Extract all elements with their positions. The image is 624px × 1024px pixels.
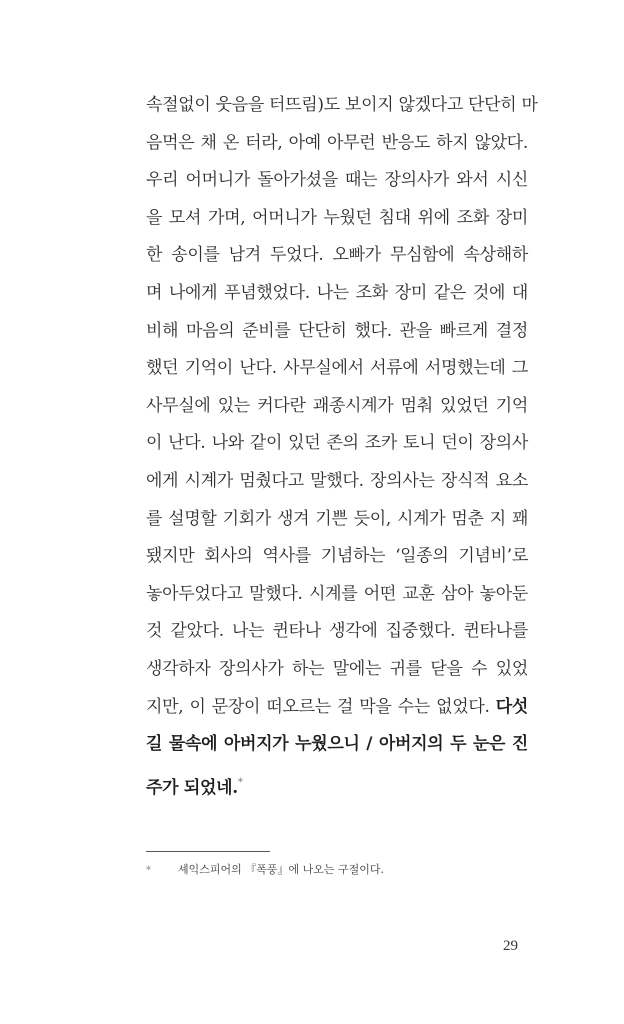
- body-line: 한 송이를 남겨 두었다. 오빠가 무심함에 속상해하: [146, 245, 528, 266]
- body-text: [146, 87, 538, 801]
- footnote-reference-marker[interactable]: *: [237, 776, 243, 788]
- body-line: 생각하자 장의사가 하는 말에는 귀를 닫을 수 있었: [146, 658, 528, 679]
- body-line: 음먹은 채 온 터라, 아예 아무런 반응도 하지 않았다.: [146, 132, 528, 153]
- body-line: 사무실에 있는 커다란 괘종시계가 멈춰 있었던 기억: [146, 395, 528, 416]
- body-line: 놓아두었다고 말했다. 시계를 어떤 교훈 삼아 놓아둔: [146, 583, 528, 604]
- body-line: 했던 기억이 난다. 사무실에서 서류에 서명했는데 그: [146, 358, 528, 379]
- footnote: [146, 861, 384, 880]
- body-line: 를 설명할 기회가 생겨 기쁜 듯이, 시계가 멈춘 지 꽤: [146, 508, 528, 529]
- footnote-marker: *: [146, 865, 151, 876]
- body-line: 비해 마음의 준비를 단단히 했다. 관을 빠르게 결정: [146, 320, 528, 341]
- body-line: 것 같았다. 나는 퀸타나 생각에 집중했다. 퀸타나를: [146, 621, 528, 642]
- quote-bold-line: 길 물속에 아버지가 누웠으니 / 아버지의 두 눈은 진: [146, 734, 528, 755]
- footnote-divider: [146, 851, 270, 852]
- quote-bold-start: 다섯: [495, 696, 528, 717]
- body-line: 우리 어머니가 돌아가셨을 때는 장의사가 와서 시신: [146, 170, 528, 191]
- quote-bold-last-line: [146, 764, 528, 802]
- body-line: 됐지만 회사의 역사를 기념하는 ‘일종의 기념비’로: [146, 546, 528, 567]
- page-number: 29: [503, 938, 518, 954]
- body-line: 에게 시계가 멈췄다고 말했다. 장의사는 장식적 요소: [146, 470, 528, 491]
- body-line-regular-part: 지만, 이 문장이 떠오르는 걸 막을 수는 없었다.: [146, 696, 496, 717]
- quote-bold-end: 주가 되었네.: [146, 777, 238, 798]
- body-line: 이 난다. 나와 같이 있던 존의 조카 토니 던이 장의사: [146, 433, 528, 454]
- body-line: 며 나에게 푸념했었다. 나는 조화 장미 같은 것에 대: [146, 282, 528, 303]
- body-line: 속절없이 웃음을 터뜨림)도 보이지 않겠다고 단단히 마: [146, 95, 538, 115]
- body-line-mixed: [146, 689, 528, 727]
- footnote-text: 셰익스피어의 『폭풍』에 나오는 구절이다.: [178, 863, 385, 876]
- body-line: 을 모셔 가며, 어머니가 누웠던 침대 위에 조화 장미: [146, 207, 528, 228]
